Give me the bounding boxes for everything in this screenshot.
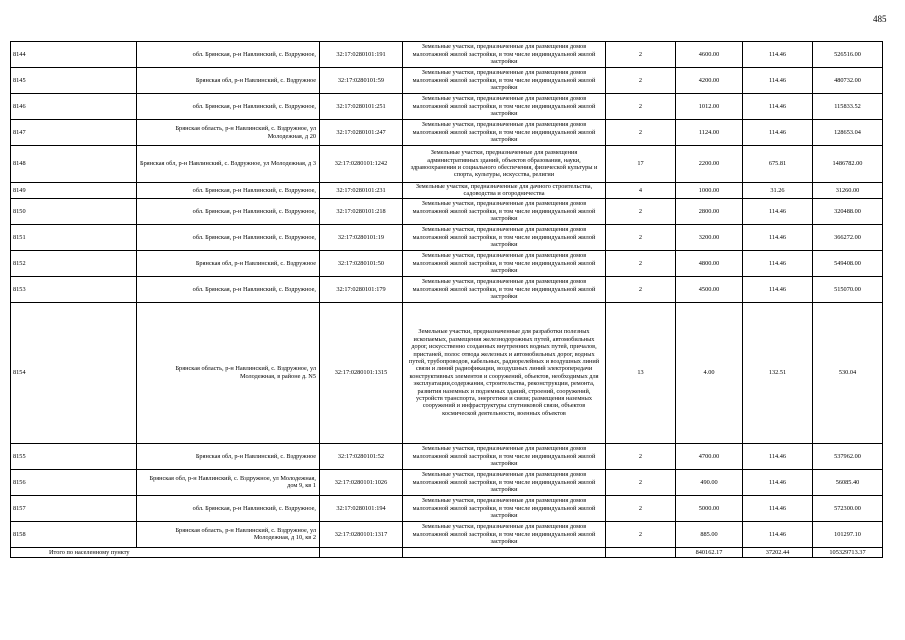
area-cell: 1012.00 — [676, 94, 743, 120]
area-cell: 4800.00 — [676, 250, 743, 276]
group-number-cell: 2 — [606, 495, 676, 521]
table-row — [11, 302, 883, 443]
cadastral-value-cell: 128653.04 — [813, 120, 883, 146]
cadastral-number-cell: 32:17:0280101:59 — [320, 68, 403, 94]
group-number-cell: 2 — [606, 521, 676, 547]
empty-cell — [606, 547, 676, 557]
land-purpose-cell: Земельные участки, предназначенные для размещения домов малоэтажной жилой застройки, в том числе индивидуальной жилой застройки — [403, 198, 606, 224]
land-purpose-cell: Земельные участки, предназначенные для размещения домов малоэтажной жилой застройки, в том числе индивидуальной жилой застройки — [403, 68, 606, 94]
row-id-cell: 8147 — [11, 120, 137, 146]
table-row — [11, 521, 883, 547]
cadastral-number-cell: 32:17:0280101:218 — [320, 198, 403, 224]
address-cell: Брянская обл, р-н Навлинский, с. Вздружное — [137, 68, 320, 94]
table-row — [11, 495, 883, 521]
area-cell: 2200.00 — [676, 146, 743, 183]
table-row — [11, 42, 883, 68]
empty-cell — [403, 547, 606, 557]
table-body — [11, 42, 883, 558]
cadastral-number-cell: 32:17:0280101:1315 — [320, 302, 403, 443]
group-number-cell: 2 — [606, 94, 676, 120]
row-id-cell: 8152 — [11, 250, 137, 276]
cadastral-number-cell: 32:17:0280101:231 — [320, 183, 403, 199]
land-purpose-cell: Земельные участки, предназначенные для размещения домов малоэтажной жилой застройки, в том числе индивидуальной жилой застройки — [403, 42, 606, 68]
cadastral-number-cell: 32:17:0280101:50 — [320, 250, 403, 276]
area-cell: 490.00 — [676, 469, 743, 495]
cadastral-value-cell: 572300.00 — [813, 495, 883, 521]
land-purpose-cell: Земельные участки, предназначенные для дачного строительства, садоводства и огородничества — [403, 183, 606, 199]
group-number-cell: 2 — [606, 469, 676, 495]
area-cell: 1000.00 — [676, 183, 743, 199]
table-row — [11, 146, 883, 183]
address-cell: Брянская область, р-н Навлинский, с. Вздружное, ул Молодежная, д 10, кв 2 — [137, 521, 320, 547]
group-number-cell: 2 — [606, 250, 676, 276]
cadastral-value-cell: 530.04 — [813, 302, 883, 443]
table-row — [11, 443, 883, 469]
cadastral-value-cell: 320488.00 — [813, 198, 883, 224]
cadastral-value-cell: 56085.40 — [813, 469, 883, 495]
specific-value-cell: 114.46 — [743, 250, 813, 276]
land-purpose-cell: Земельные участки, предназначенные для размещения домов малоэтажной жилой застройки, в том числе индивидуальной жилой застройки — [403, 94, 606, 120]
row-id-cell: 8149 — [11, 183, 137, 199]
cadastral-number-cell: 32:17:0280101:52 — [320, 443, 403, 469]
land-purpose-cell: Земельные участки, предназначенные для размещения домов малоэтажной жилой застройки, в том числе индивидуальной жилой застройки — [403, 224, 606, 250]
area-cell: 4200.00 — [676, 68, 743, 94]
cadastral-value-cell: 366272.00 — [813, 224, 883, 250]
area-cell: 4.00 — [676, 302, 743, 443]
specific-value-cell: 114.46 — [743, 224, 813, 250]
table-row — [11, 469, 883, 495]
table-row — [11, 183, 883, 199]
area-cell: 885.00 — [676, 521, 743, 547]
cadastral-number-cell: 32:17:0280101:1242 — [320, 146, 403, 183]
cadastral-value-cell: 549408.00 — [813, 250, 883, 276]
specific-value-cell: 114.46 — [743, 68, 813, 94]
cadastral-number-cell: 32:17:0280101:251 — [320, 94, 403, 120]
group-number-cell: 4 — [606, 183, 676, 199]
cadastral-value-cell: 31260.00 — [813, 183, 883, 199]
address-cell: Брянская обл, р-н Навлинский, с. Вздружное — [137, 250, 320, 276]
group-number-cell: 2 — [606, 120, 676, 146]
cadastral-number-cell: 32:17:0280101:194 — [320, 495, 403, 521]
cadastral-number-cell: 32:17:0280101:247 — [320, 120, 403, 146]
address-cell: Брянская обл, р-н Навлинский, с. Вздружное — [137, 443, 320, 469]
address-cell: Брянская обл, р-н Навлинский, с. Вздружное, ул Молодежная, д 3 — [137, 146, 320, 183]
address-cell: Брянская область, р-н Навлинский, с. Вздружное, ул Молодежная, в районе д. N5 — [137, 302, 320, 443]
row-id-cell: 8148 — [11, 146, 137, 183]
group-number-cell: 2 — [606, 198, 676, 224]
land-purpose-cell: Земельные участки, предназначенные для размещения домов малоэтажной жилой застройки, в том числе индивидуальной жилой застройки — [403, 120, 606, 146]
cadastral-value-cell: 480732.00 — [813, 68, 883, 94]
total-area-cell: 840162.17 — [676, 547, 743, 557]
area-cell: 3200.00 — [676, 224, 743, 250]
table-row — [11, 68, 883, 94]
specific-value-cell: 114.46 — [743, 94, 813, 120]
group-number-cell: 17 — [606, 146, 676, 183]
address-cell: обл. Брянская, р-н Навлинский, с. Вздружное, — [137, 495, 320, 521]
cadastral-value-cell: 101297.10 — [813, 521, 883, 547]
row-id-cell: 8145 — [11, 68, 137, 94]
cadastral-number-cell: 32:17:0280101:191 — [320, 42, 403, 68]
address-cell: обл. Брянская, р-н Навлинский, с. Вздружное, — [137, 276, 320, 302]
cadastral-value-cell: 537962.00 — [813, 443, 883, 469]
land-purpose-cell: Земельные участки, предназначенные для размещения домов малоэтажной жилой застройки, в том числе индивидуальной жилой застройки — [403, 276, 606, 302]
area-cell: 2800.00 — [676, 198, 743, 224]
specific-value-cell: 114.46 — [743, 521, 813, 547]
area-cell: 4500.00 — [676, 276, 743, 302]
cadastral-value-cell: 515070.00 — [813, 276, 883, 302]
cadastral-number-cell: 32:17:0280101:1026 — [320, 469, 403, 495]
specific-value-cell: 675.81 — [743, 146, 813, 183]
address-cell: Брянская область, р-н Навлинский, с. Вздружное, ул Молодежная, д 20 — [137, 120, 320, 146]
land-purpose-cell: Земельные участки, предназначенные для размещения административных зданий, объектов образования, науки, здравоохранения и социального обеспечения, физической культуры и спорта, культуры, искусства, религии — [403, 146, 606, 183]
group-number-cell: 2 — [606, 276, 676, 302]
specific-value-cell: 114.46 — [743, 495, 813, 521]
land-purpose-cell: Земельные участки, предназначенные для размещения домов малоэтажной жилой застройки, в том числе индивидуальной жилой застройки — [403, 521, 606, 547]
address-cell: обл. Брянская, р-н Навлинский, с. Вздружное, — [137, 224, 320, 250]
page-number: 485 — [873, 14, 887, 24]
address-cell: обл. Брянская, р-н Навлинский, с. Вздружное, — [137, 94, 320, 120]
row-id-cell: 8158 — [11, 521, 137, 547]
group-number-cell: 2 — [606, 224, 676, 250]
specific-value-cell: 114.46 — [743, 276, 813, 302]
table-row — [11, 276, 883, 302]
row-id-cell: 8156 — [11, 469, 137, 495]
address-cell: Брянская обл, р-н Навлинский, с. Вздружное, ул Молодежная, дом 9, кв 1 — [137, 469, 320, 495]
address-cell: обл. Брянская, р-н Навлинский, с. Вздружное, — [137, 42, 320, 68]
group-number-cell: 13 — [606, 302, 676, 443]
cadastral-number-cell: 32:17:0280101:19 — [320, 224, 403, 250]
area-cell: 1124.00 — [676, 120, 743, 146]
group-number-cell: 2 — [606, 68, 676, 94]
table-row — [11, 224, 883, 250]
cadastral-value-cell: 1486782.00 — [813, 146, 883, 183]
row-id-cell: 8151 — [11, 224, 137, 250]
specific-value-cell: 114.46 — [743, 120, 813, 146]
specific-value-cell: 132.51 — [743, 302, 813, 443]
land-purpose-cell: Земельные участки, предназначенные для размещения домов малоэтажной жилой застройки, в том числе индивидуальной жилой застройки — [403, 495, 606, 521]
land-purpose-cell: Земельные участки, предназначенные для размещения домов малоэтажной жилой застройки, в том числе индивидуальной жилой застройки — [403, 469, 606, 495]
cadastral-value-table — [10, 41, 883, 558]
land-purpose-cell: Земельные участки, предназначенные для размещения домов малоэтажной жилой застройки, в том числе индивидуальной жилой застройки — [403, 443, 606, 469]
table-row — [11, 120, 883, 146]
area-cell: 5000.00 — [676, 495, 743, 521]
specific-value-cell: 114.46 — [743, 469, 813, 495]
specific-value-cell: 31.26 — [743, 183, 813, 199]
specific-value-cell: 114.46 — [743, 198, 813, 224]
row-id-cell: 8153 — [11, 276, 137, 302]
group-number-cell: 2 — [606, 443, 676, 469]
table-row — [11, 94, 883, 120]
row-id-cell: 8144 — [11, 42, 137, 68]
area-cell: 4600.00 — [676, 42, 743, 68]
address-cell: обл. Брянская, р-н Навлинский, с. Вздружное, — [137, 183, 320, 199]
cadastral-value-cell: 526516.00 — [813, 42, 883, 68]
land-purpose-cell: Земельные участки, предназначенные для размещения домов малоэтажной жилой застройки, в том числе индивидуальной жилой застройки — [403, 250, 606, 276]
cadastral-number-cell: 32:17:0280101:179 — [320, 276, 403, 302]
total-row — [11, 547, 883, 557]
total-specific-value-cell: 37202.44 — [743, 547, 813, 557]
row-id-cell: 8150 — [11, 198, 137, 224]
group-number-cell: 2 — [606, 42, 676, 68]
specific-value-cell: 114.46 — [743, 443, 813, 469]
total-cadastral-value-cell: 105329713.37 — [813, 547, 883, 557]
land-purpose-cell: Земельные участки, предназначенные для разработки полезных ископаемых, размещения железнодорожных путей, автомобильных дорог, искусственно созданных внутренних водных путей, причалов, пристаней, полос отвода железных и автомобильных дорог, водных путей, трубопроводов, кабельных, радиорелейных и воздушных линий связи и линий радиофикации, воздушных линий электропередачи конструктивных элементов и сооружений, объектов, необходимых для эксплуатации,содержания, строительства, реконструкции, ремонта, развития наземных и подземных зданий, строений, сооружений, устройств транспорта, энергетики и связи; размещения наземных сооружений и инфраструктуры спутниковой связи, объектов космической деятельности, военных объектов — [403, 302, 606, 443]
table-row — [11, 198, 883, 224]
empty-cell — [320, 547, 403, 557]
total-label: Итого по населенному пункту — [11, 547, 320, 557]
row-id-cell: 8154 — [11, 302, 137, 443]
row-id-cell: 8155 — [11, 443, 137, 469]
specific-value-cell: 114.46 — [743, 42, 813, 68]
table-row — [11, 250, 883, 276]
cadastral-number-cell: 32:17:0280101:1317 — [320, 521, 403, 547]
cadastral-value-cell: 115833.52 — [813, 94, 883, 120]
row-id-cell: 8146 — [11, 94, 137, 120]
row-id-cell: 8157 — [11, 495, 137, 521]
address-cell: обл. Брянская, р-н Навлинский, с. Вздружное, — [137, 198, 320, 224]
area-cell: 4700.00 — [676, 443, 743, 469]
